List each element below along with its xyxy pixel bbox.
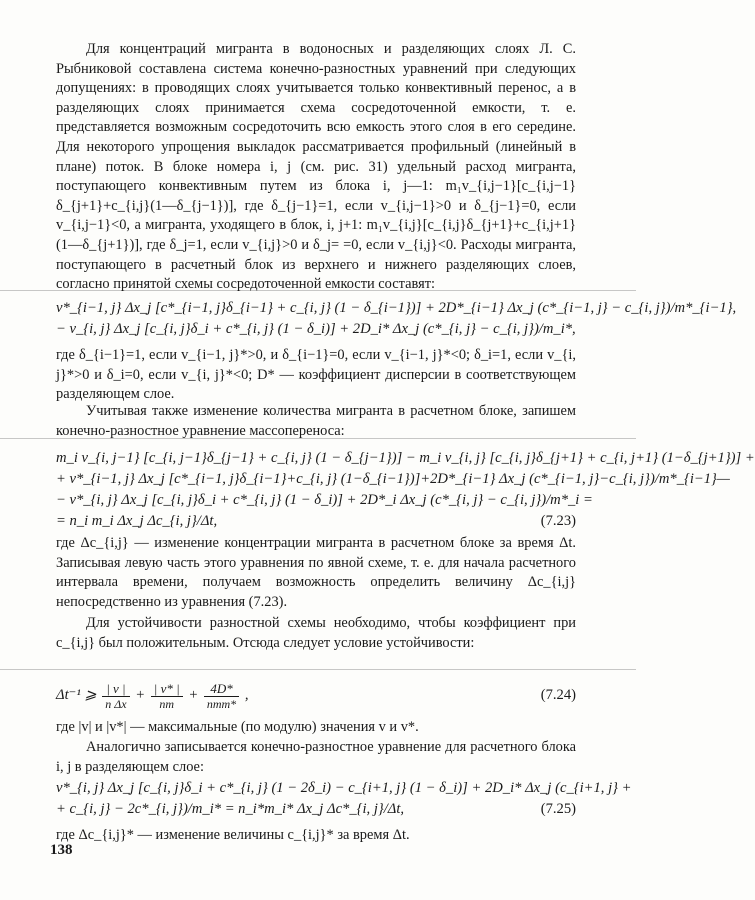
equation-number-7-25: (7.25) [540,801,576,817]
paragraph-6: где |v| и |v*| — максимальные (по модулю) значения v и v*. [56,719,419,735]
paragraph-intro [56,40,576,295]
eq-3-lhs: Δt⁻¹ ⩾ [56,687,97,703]
eq-3-frac-2-denominator: nm [159,696,175,711]
equation-block-1 [56,298,737,340]
eq-3-frac-2-numerator: | v* | [151,681,183,697]
paragraph-2: где δ_{i−1}=1, если v_{i−1, j}*>0, и δ_{i−1}=0, если v_{i−1, j}*<0; δ_i=1, если v_{i, j}*>0 и δ_i=0, если v_{i, j}*<0; D* — коэффициент дисперсии в соответствующем разделяющем слое. [56,347,576,403]
equation-block-2 [56,448,755,532]
eq-4-line-1: v*_{i, j} Δx_j [c_{i, j}δ_i + c*_{i, j} (1 − 2δ_i) − c_{i+1, j} (1 − δ_i)] + 2D_i* Δx_j (c_{i+1, j} + [56,780,632,796]
eq-3-fraction-1 [102,681,129,711]
eq-3-fraction-3 [204,681,239,711]
equation-number-7-23: (7.23) [540,513,576,529]
eq-2-line-1: m_i v_{i, j−1} [c_{i, j−1}δ_{j−1} + c_{i, j} (1 − δ_{j−1})] − m_i v_{i, j} [c_{i, j}δ_{j+1} + c_{i, j+1} (1−δ_{j+1})] + [56,450,755,466]
paragraph-mass-balance [56,402,576,441]
paragraph-max-values [56,718,576,738]
paragraph-1: Для концентраций мигранта в водоносных и разделяющих слоях Л. С. Рыбниковой составлена система конечно-разностных уравнений при следующих допущениях: в проводящих слоях учитывается только конвективный перенос, а в разделяющих слоях принимается схема сосредоточенной емкости, т. е. представляется возможным сосредоточить всю емкость этого слоя в его середине. Для некоторого упрощения выкладок рассматривается профильный (линейный в плане) поток. В блоке номера i, j (см. рис. 31) удельный расход мигранта, поступающего конвективным путем из блока i, j—1: m₁v_{i,j−1}[c_{i,j−1}δ_{j+1}+c_{i,j}(1—δ_{j−1})], где δ_{j−1}=1, если v_{i,j−1}>0 и δ_{j−1}=0, если v_{i,j−1}<0, а мигранта, уходящего в блок, i, j+1: m₁v_{i,j}[c_{i,j}δ_{j+1}+c_{i,j+1}(1—δ_{j+1})], где δ_j=1, если v_{i,j}>0 и δ_j= =0, если v_{i,j}<0. Расходы мигранта, поступающего в расчетный блок из верхнего и нижнего разделяющих слоев, согласно принятой схемы сосредоточенной емкости составят: [56,41,576,293]
paragraph-5: Для устойчивости разностной схемы необходимо, чтобы коэффициент при c_{i,j} был положительным. Отсюда следует условие устойчивости: [56,615,576,651]
paragraph-8: где Δc_{i,j}* — изменение величины c_{i,j}* за время Δt. [56,827,410,843]
eq-1-line-2: − v_{i, j} Δx_j [c_{i, j}δ_i + c*_{i, j} (1 − δ_i)] + 2D_i* Δx_j (c*_{i, j} − c_{i, j})/m_i*, [56,321,576,337]
eq-4-line-2-text: + c_{i, j} − 2c*_{i, j})/m_i* = n_i*m_i* Δx_j Δc*_{i, j}/Δt, [56,801,405,817]
paragraph-4: где Δc_{i,j} — изменение концентрации мигранта в расчетном блоке за время Δt. Записывая левую часть этого уравнения по явной схеме, т. е. для начала расчетного интервала времени, получаем возможность определить величину Δc_{i,j} непосредственно из уравнения (7.23). [56,535,576,610]
eq-4-line-2 [56,799,576,820]
scan-line [0,669,636,670]
equation-block-3 [56,675,576,715]
eq-2-line-2: + v*_{i−1, j} Δx_j [c*_{i−1, j}δ_{i−1}+c_{i, j} (1−δ_{i−1})]+2D*_{i−1} Δx_j (c*_{i−1, j}−c_{i, j})/m*_{i−1}— [56,471,730,487]
page-number: 138 [50,842,73,858]
eq-3-frac-1-numerator: | v | [102,681,129,697]
equation-number-7-24: (7.24) [540,687,576,703]
eq-3-frac-3-numerator: 4D* [204,681,239,697]
paragraph-final [56,826,576,846]
eq-2-line-3: − v*_{i, j} Δx_j [c_{i, j}δ_i + c*_{i, j} (1 − δ_i)] + 2D*_i Δx_j (c*_{i, j} − c_{i, j})/m*_i = [56,492,593,508]
equation-block-4 [56,778,632,820]
paragraph-stability [56,614,576,653]
eq-3-fraction-2 [151,681,183,711]
eq-1-line-1: v*_{i−1, j} Δx_j [c*_{i−1, j}δ_{i−1} + c_{i, j} (1 − δ_{i−1})] + 2D*_{i−1} Δx_j (c*_{i−1, j} − c_{i, j})/m*_{i−1}, [56,300,737,316]
eq-3-line: Δt⁻¹ ⩾ $\frac{| v |}{\text{n Δx}}$ + $\frac{| v* |}{nm}$ + $\frac{4D*}{\text{nmm*}}$ , (7.24) [56,675,576,715]
eq-2-line-4 [56,511,576,532]
paragraph-explicit-scheme [56,534,576,612]
paragraph-3: Учитывая также изменение количества мигранта в расчетном блоке, запишем конечно-разностное уравнение массопереноса: [56,403,576,439]
eq-3-frac-1-denominator: n Δx [105,696,127,711]
eq-3-frac-3-denominator: nmm* [206,696,237,711]
paragraph-separating-layer [56,738,576,777]
paragraph-7: Аналогично записывается конечно-разностное уравнение для расчетного блока i, j в разделяющем слое: [56,739,576,775]
eq-2-line-4-text: = n_i m_i Δx_j Δc_{i, j}/Δt, [56,513,218,529]
paragraph-dispersion [56,346,576,405]
